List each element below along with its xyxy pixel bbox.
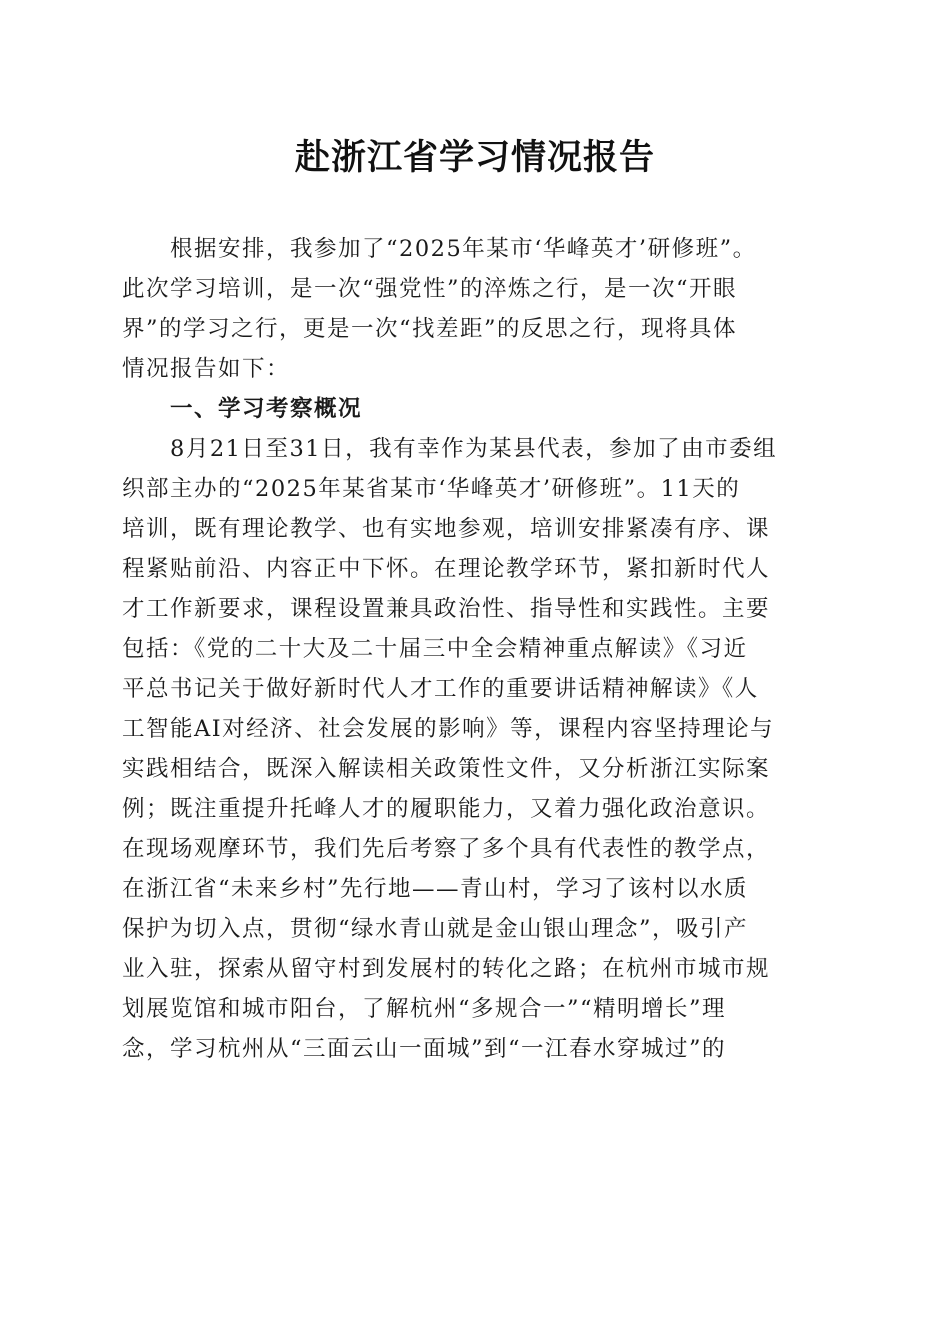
- paragraph-line: 才工作新要求，课程设置兼具政治性、指导性和实践性。主要: [122, 596, 771, 622]
- paragraph-line: 根据安排，我参加了“2025年某市‘华峰英才’研修班”。: [170, 236, 757, 262]
- paragraph-line: 程紧贴前沿、内容正中下怀。在理论教学环节，紧扣新时代人: [122, 556, 771, 582]
- paragraph-line: 实践相结合，既深入解读相关政策性文件，又分析浙江实际案: [122, 756, 771, 782]
- paragraph-line: 界”的学习之行，更是一次“找差距”的反思之行，现将具体: [122, 316, 738, 342]
- paragraph-line: 此次学习培训，是一次“强党性”的淬炼之行，是一次“开眼: [122, 276, 738, 302]
- document-title: 赴浙江省学习情况报告: [294, 137, 655, 178]
- paragraph-line: 培训，既有理论教学、也有实地参观，培训安排紧凑有序、课: [122, 516, 771, 542]
- document-body: [122, 229, 842, 1069]
- paragraph-line: 织部主办的“2025年某省某市‘华峰英才’研修班”。11天的: [122, 476, 741, 502]
- paragraph-line: 念，学习杭州从“三面云山一面城”到“一江春水穿城过”的: [122, 1036, 727, 1062]
- paragraph-line: 例；既注重提升托峰人才的履职能力，又着力强化政治意识。: [122, 796, 771, 822]
- section-heading: 一、学习考察概况: [170, 396, 363, 422]
- paragraph-line: 平总书记关于做好新时代人才工作的重要讲话精神解读》《人: [122, 676, 759, 702]
- paragraph-line: 包括：《党的二十大及二十届三中全会精神重点解读》《习近: [122, 636, 748, 662]
- paragraph-line: 保护为切入点，贯彻“绿水青山就是金山银山理念”，吸引产: [122, 916, 749, 942]
- paragraph-line: 8月21日至31日，我有幸作为某县代表，参加了由市委组: [170, 436, 778, 462]
- paragraph-line: 在浙江省“未来乡村”先行地——青山村，学习了该村以水质: [122, 876, 749, 902]
- paragraph-line: 在现场观摩环节，我们先后考察了多个具有代表性的教学点，: [122, 836, 771, 862]
- paragraph-line: 工智能AI对经济、社会发展的影响》等，课程内容坚持理论与: [122, 716, 775, 742]
- paragraph-line: 业入驻，探索从留守村到发展村的转化之路；在杭州市城市规: [122, 956, 771, 982]
- paragraph-line: 划展览馆和城市阳台，了解杭州“多规合一”“精明增长”理: [122, 996, 727, 1022]
- paragraph-line: 情况报告如下：: [122, 356, 291, 382]
